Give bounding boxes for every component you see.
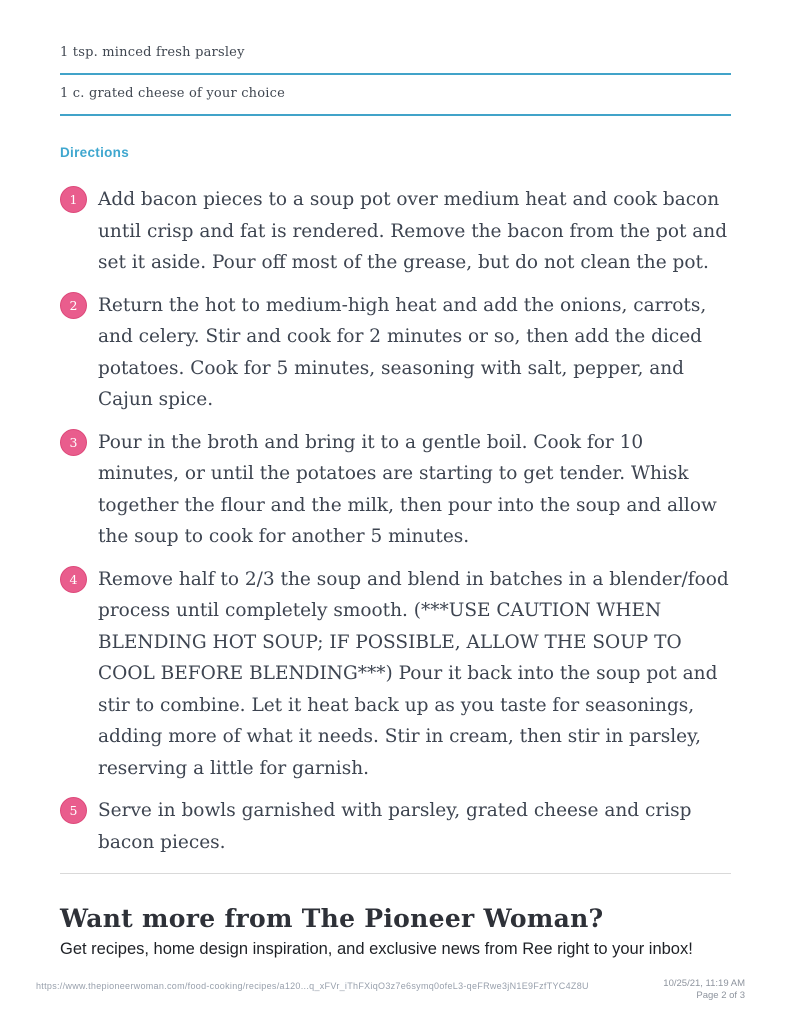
ingredient-row xyxy=(60,86,731,116)
step-text: Return the hot to medium-high heat and add the onions, carrots, and celery. Stir and cook for 2 minutes or so, then add the diced potatoes. Cook for 5 minutes, seasoning with salt, pepper, and Cajun spice. xyxy=(98,294,707,410)
newsletter-subtext: Get recipes, home design inspiration, and exclusive news from Ree right to your inbox! xyxy=(60,940,693,958)
step-number-badge: 3 xyxy=(60,429,87,456)
step-number-badge: 1 xyxy=(60,186,87,213)
footer-page-number: Page 2 of 3 xyxy=(696,990,745,1001)
step-text: Serve in bowls garnished with parsley, grated cheese and crisp bacon pieces. xyxy=(98,800,692,853)
ingredient-row xyxy=(60,45,731,75)
step-number-badge: 5 xyxy=(60,797,87,824)
direction-step xyxy=(60,795,731,858)
footer-meta xyxy=(663,978,745,1002)
section-divider xyxy=(60,873,731,874)
step-text: Pour in the broth and bring it to a gentle boil. Cook for 10 minutes, or until the potatoes are starting to get tender. Whisk together the flour and the milk, then pour into the soup and allow the soup to cook for another 5 minutes. xyxy=(98,431,717,547)
step-text: Add bacon pieces to a soup pot over medium heat and cook bacon until crisp and fat is rendered. Remove the bacon from the pot and set it aside. Pour off most of the grease, but do not clean the pot. xyxy=(98,189,728,273)
direction-step xyxy=(60,184,731,279)
directions-heading: Directions xyxy=(60,145,130,160)
step-number-badge: 2 xyxy=(60,292,87,319)
step-number-badge: 4 xyxy=(60,566,87,593)
direction-step xyxy=(60,290,731,416)
footer-source-url: https://www.thepioneerwoman.com/food-cooking/recipes/a120...q_xFVr_iThFXiqO3z7e6symq0ofeL3-qeFRwe3jN1E9FzfTYC4Z8U xyxy=(36,981,589,991)
ingredient-text: 1 tsp. minced fresh parsley xyxy=(60,45,245,60)
direction-step xyxy=(60,427,731,553)
newsletter-heading: Want more from The Pioneer Woman? xyxy=(60,904,604,933)
direction-step xyxy=(60,564,731,785)
footer-timestamp: 10/25/21, 11:19 AM xyxy=(663,978,745,989)
page-content xyxy=(60,45,731,959)
directions-steps-list xyxy=(60,184,731,858)
ingredient-text: 1 c. grated cheese of your choice xyxy=(60,86,286,101)
step-text: Remove half to 2/3 the soup and blend in batches in a blender/food process until completely smooth. (***USE CAUTION WHEN BLENDING HOT SOUP; IF POSSIBLE, ALLOW THE SOUP TO COOL BEFORE BLENDING***) Pour it back into the soup pot and stir to combine. Let it heat back up as you taste for seasonings, adding more of what it needs. Stir in cream, then stir in parsley, reserving a little for garnish. xyxy=(98,568,729,779)
